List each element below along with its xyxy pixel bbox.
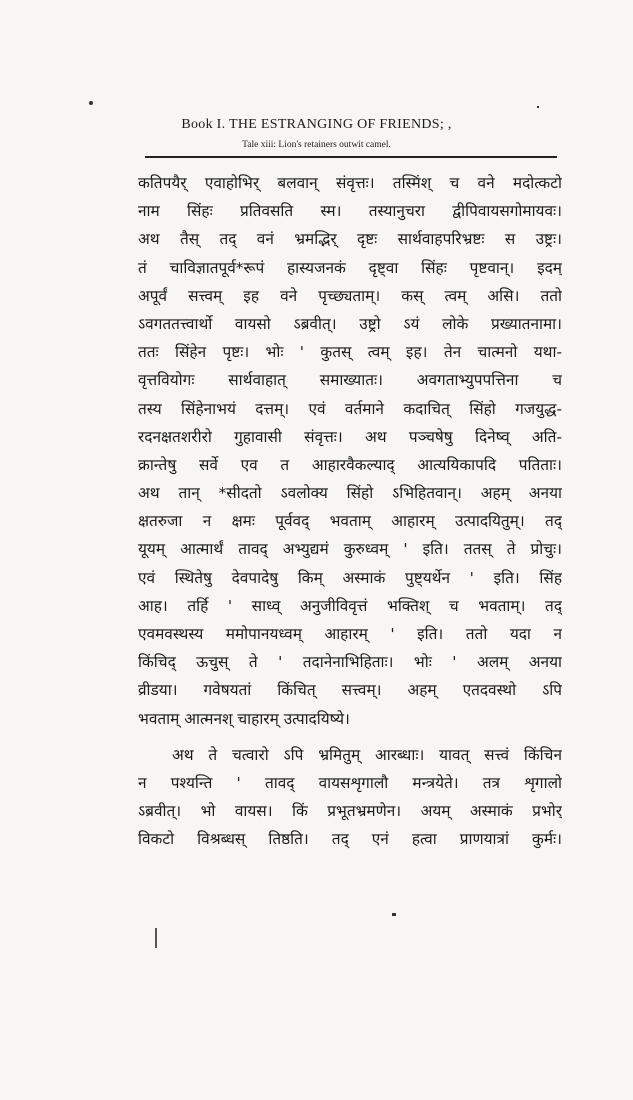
text-line: यूयम् आत्मार्थं तावद् अभ्युद्यमं कुरुध्वम् ' इति। ततस् ते प्रोचुः। [138, 540, 562, 559]
header-rule [145, 156, 557, 158]
text-line: तस्य सिंहेनाभयं दत्तम्। एवं वर्तमाने कदाचित् सिंहो गजयुद्ध- [138, 399, 562, 418]
text-line: एवमवस्थस्य ममोपानयध्वम् आहारम् ' इति। ततो यदा न [138, 625, 562, 643]
ink-speck [89, 101, 93, 105]
ink-speck [537, 106, 539, 108]
text-line: विकटो विश्रब्धस् तिष्ठति। तद् एनं हत्वा प्राणयात्रां कुर्मः। [138, 830, 562, 849]
text-line: क्षतरुजा न क्षमः पूर्ववद् भवताम् आहारम् उत्पादयितुम्। तद् [138, 512, 562, 531]
text-line: न पश्यन्ति ' तावद् वायसशृगालौ मन्त्रयेते। तत्र शृगालो [138, 773, 562, 792]
text-line: किंचिद् ऊचुस् ते ' तदानेनाभिहिताः। भोः ' अलम् अनया [138, 653, 562, 672]
text-line: अथ तान् *सीदतो ऽवलोक्य सिंहो ऽभिहितवान्। अहम् अनया [138, 484, 562, 503]
running-header-title: Book I. THE ESTRANGING OF FRIENDS; , [181, 117, 452, 132]
paragraph-2 [138, 741, 562, 854]
text-line: व्रीडया। गवेषयतां किंचित् सत्त्वम्। अहम् एतदवस्थो ऽपि [138, 681, 562, 700]
text-line: ऽब्रवीत्। भो वायस। किं प्रभूतभ्रमणेन। अयम् अस्माकं प्रभोर् [138, 802, 562, 821]
text-line: रदनक्षतशरीरो गुहावासी संवृत्तः। अथ पञ्चषेषु दिनेष्व् अति- [138, 427, 562, 446]
paragraph-1 [138, 169, 562, 733]
text-line: ततः सिंहेन पृष्टः। भोः ' कुतस् त्वम् इह। तेन चात्मनो यथा- [138, 343, 562, 362]
text-line: नाम सिंहः प्रतिवसति स्म। तस्यानुचरा द्वीपिवायसगोमायवः। [138, 202, 562, 221]
text-line: अपूर्वं सत्त्वम् इह वने पृच्छ्यताम्। कस् त्वम् असि। ततो [138, 286, 562, 305]
paragraph-spacer [138, 733, 562, 741]
text-line: एवं स्थितेषु देवपादेषु किम् अस्माकं पुष्ट्यर्थेन ' इति। सिंह [138, 568, 562, 587]
sanskrit-text-block [138, 169, 562, 854]
text-line: वृत्तवियोगः सार्थवाहात् समाख्यातः। अवगताभ्युपपत्तिना च [138, 371, 562, 390]
text-line: तं चाविज्ञातपूर्व*रूपं हास्यजनकं दृष्ट्वा सिंहः पृष्टवान्। इदम् [138, 258, 562, 277]
running-header-subtitle: Tale xiii: Lion's retainers outwit camel. [242, 140, 391, 150]
text-line: क्रान्तेषु सर्वे एव त आहारवैकल्याद् आत्ययिकापदि पतिताः। [138, 455, 562, 474]
ink-stroke [155, 928, 157, 948]
text-line: कतिपयैर् एवाहोभिर् बलवान् संवृत्तः। तस्मिंश् च वने मदोत्कटो [138, 174, 562, 192]
text-line: अथ तैस् तद् वनं भ्रमद्भिर् दृष्टः सार्थवाहपरिभ्रष्टः स उष्ट्रः। [138, 230, 562, 249]
ink-speck [392, 913, 396, 916]
text-line: भवताम् आत्मनश् चाहारम् उत्पादयिष्ये। [138, 709, 350, 728]
text-line: अथ ते चत्वारो ऽपि भ्रमितुम् आरब्धाः। यावत् सत्त्वं किंचिन [172, 745, 562, 764]
text-line: ऽवगततत्त्वार्थो वायसो ऽब्रवीत्। उष्ट्रो ऽयं लोके प्रख्यातनामा। [138, 314, 562, 333]
text-line: आह। तर्हि ' साध्व् अनुजीविवृत्तं भक्तिश् च भवताम्। तद् [138, 596, 562, 615]
